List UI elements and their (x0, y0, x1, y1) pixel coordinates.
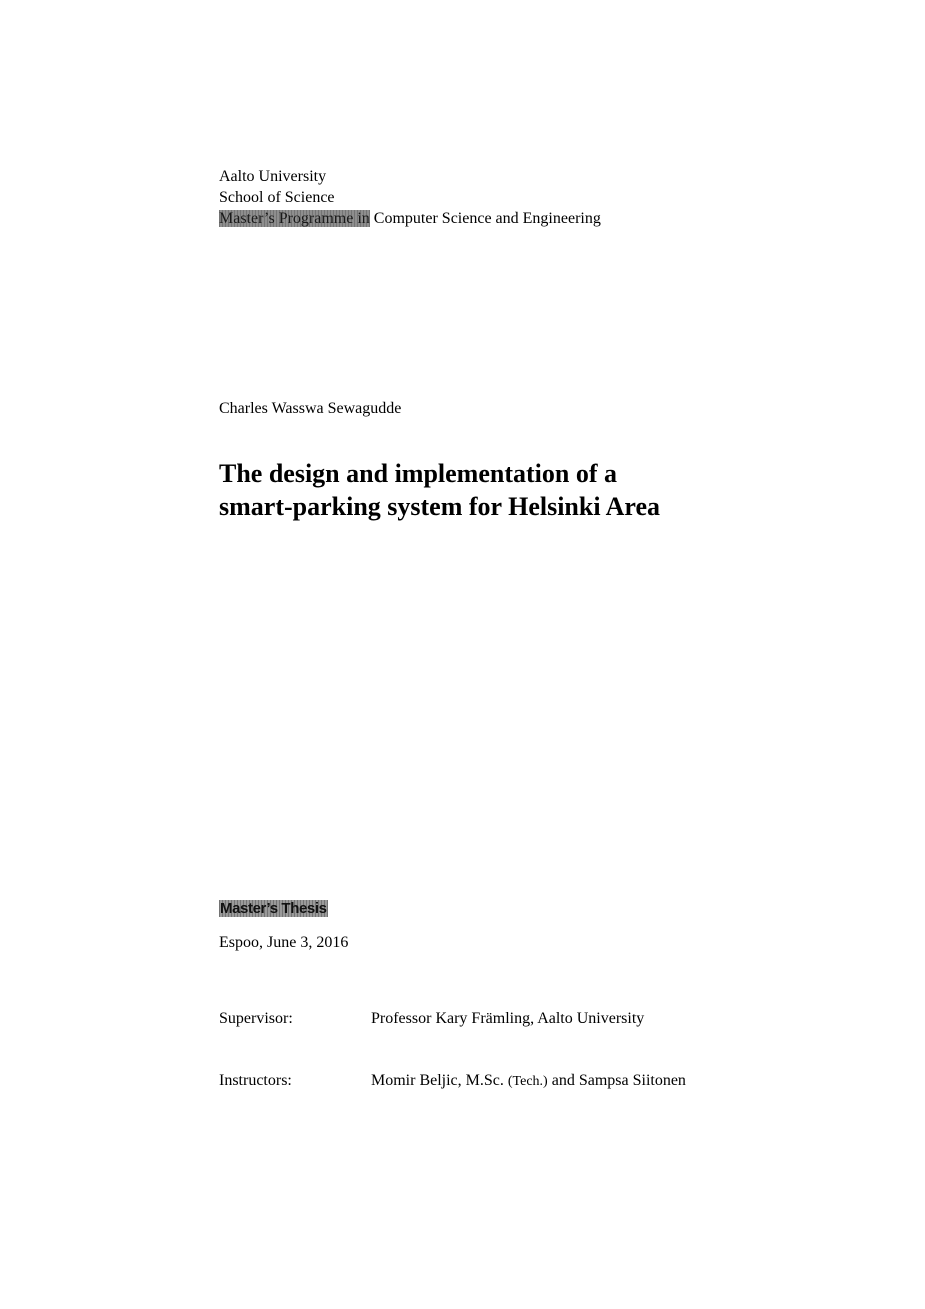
instructors-value (371, 1072, 686, 1089)
thesis-type (219, 900, 328, 918)
programme-name: Computer Science and Engineering (369, 210, 601, 227)
instructors-label: Instructors: (219, 1072, 292, 1089)
programme-line (219, 208, 601, 229)
thesis-type-field: Master’s Thesis (220, 900, 327, 917)
instructors-value-main: Momir Beljic, M.Sc. (371, 1072, 508, 1089)
supervisor-label: Supervisor: (219, 1010, 293, 1027)
instructors-value-end: and Sampsa Siitonen (547, 1072, 686, 1089)
thesis-title (219, 457, 660, 523)
thesis-title-line-2: smart-parking system for Helsinki Area (219, 492, 661, 521)
author-name: Charles Wasswa Sewagudde (219, 400, 402, 417)
programme-prefix-field: Master’s Programme in (219, 210, 370, 227)
school-name: School of Science (219, 189, 335, 206)
supervisor-row (219, 1008, 644, 1029)
instructors-row (219, 1070, 686, 1092)
institution-block (219, 166, 601, 229)
supervisor-value: Professor Kary Främling, Aalto University (371, 1010, 645, 1027)
instructors-value-degree: (Tech.) (507, 1074, 548, 1089)
university-name: Aalto University (219, 168, 327, 185)
thesis-title-line-1: The design and implementation of a (219, 459, 617, 488)
place-date: Espoo, June 3, 2016 (219, 934, 349, 951)
